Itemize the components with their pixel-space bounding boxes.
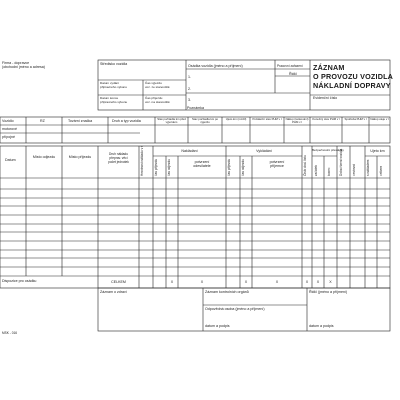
x-mark-3: X: [244, 280, 248, 284]
druh-nakladu-header-3: počet jednotek: [108, 160, 129, 164]
druh-nakladu-header-2: přeprav. věcí: [109, 156, 128, 160]
vehicle-km-col-0: Stav počítadla km před výjezdem: [157, 117, 186, 125]
evidence-number-label: Evidenční číslo: [313, 96, 338, 100]
celkem-label: CELKEM: [111, 280, 126, 284]
osadka-3: 3.: [188, 98, 191, 102]
ujeto-km-header: Ujeto km: [370, 149, 385, 153]
potvrzeni-prijemce: potvrzení: [269, 160, 285, 164]
form-code: MSK - 016: [2, 331, 18, 335]
misto-prijezdu-header: Místo příjezdu: [68, 155, 92, 159]
datum-podpis-label-2: datum a podpis: [309, 324, 334, 328]
x-mark-7: X: [329, 280, 332, 284]
pracovni-zarazeni-label: Pracovní zařazení: [277, 64, 303, 68]
druh-nakladu-header: Druh nákladu: [109, 152, 128, 156]
osadka-2: 2.: [188, 87, 191, 91]
kontrolni-organ-label: Záznam kontrolních orgánů: [205, 290, 249, 294]
bezpecnostni-header: Bezpečnostní přestávky: [312, 148, 344, 152]
vehicle-km-col-2: Ujeto km (rozdíl): [225, 117, 247, 121]
datum-konce-label-2: přípravného výkonu: [100, 100, 128, 104]
vehicle-km-col-3: Počáteční stav PHM v l: [252, 117, 282, 121]
dispozice-label: Dispozice pro osádku: [2, 279, 37, 283]
potvrzeni-prijemce-2: příjemce: [270, 164, 284, 168]
cislo-listu-header: Číslo dod. listu: [303, 155, 307, 176]
cas-prijezdu-label: Čas příjezdu: [145, 96, 163, 100]
tovarni-znacka-label: Tovární značka: [68, 119, 93, 123]
x-mark-4: X: [275, 280, 279, 284]
x-mark-2: X: [200, 280, 204, 284]
datum-vydani-label-2: připravného výkonu: [100, 85, 128, 89]
vehicle-km-col-7: Nákup oleje v l: [370, 117, 389, 121]
datum-vydani-label: Datum vydání: [100, 81, 120, 85]
ridic-label: Řidič: [289, 72, 297, 76]
vehicle-km-col-5: Konečný stav PHM v l: [312, 117, 340, 121]
nakladani-header: Nakládání: [181, 149, 198, 153]
cas-vyjezdu-label: Čas výjezdu: [145, 81, 162, 85]
cas-prijezdu-label-2: voz. na stanoviště: [145, 100, 170, 104]
firm-label-note: (obchodní jméno a adresa): [2, 65, 45, 69]
datum-konce-label: Datum konce: [100, 96, 119, 100]
druh-typ-label: Druh a typ vozidla: [112, 119, 141, 123]
hmotnost-header: Hmotnost nákladu v t: [140, 146, 144, 176]
doba-rizeni-header: Doba řízení vozidla: [339, 148, 343, 176]
title-line-3: NÁKLADNÍ DOPRAVY: [313, 81, 391, 90]
motorove-label: motorové: [2, 127, 17, 131]
cas-vyjezdu-label-2: voz. ze stanoviště: [145, 85, 170, 89]
vozidlo-label: Vozidlo: [2, 119, 14, 123]
ridic-jmeno-label: Řidič (jméno a příjmení): [309, 290, 348, 294]
nakl-cas-prijezdu: čas příjezdu: [154, 158, 158, 176]
doba-cestovni-header: cestovní: [352, 164, 356, 176]
vykl-cas-prijezdu: čas příjezdu: [227, 158, 231, 176]
misto-odjezdu-header: Místo odjezdu: [32, 155, 56, 159]
poznamka-label: Poznámka: [187, 106, 204, 110]
prestavka-zacatek: začátek: [314, 165, 318, 176]
vehicle-km-col-6: Spotřeba PHM v l: [344, 117, 367, 121]
odpovedna-osoba-label: Odpovědná osoba (jméno a příjmení): [205, 307, 265, 311]
x-mark-6: X: [316, 280, 320, 284]
firm-label: Firma - dopravce: [2, 61, 30, 65]
rz-label: RZ: [40, 119, 45, 123]
zaznam-zdravi-label: Záznam o zdraví: [100, 290, 127, 294]
datum-header: Datum: [5, 158, 16, 162]
datum-podpis-label: datum a podpis: [205, 324, 230, 328]
ujeto-s-nakladem: s nákladem: [366, 159, 370, 176]
vykladani-header: Vykládání: [256, 149, 272, 153]
stredisko-label: Středisko vozidla: [100, 62, 128, 66]
nakl-cas-odjezdu: čas odjezdu: [167, 158, 171, 176]
prestavka-konec: konec: [327, 167, 331, 176]
potvrzeni-odesilatele: potvrzení: [194, 160, 210, 164]
ujeto-celkem: celkem: [379, 165, 383, 176]
title-line-2: O PROVOZU VOZIDLA: [313, 72, 394, 81]
potvrzeni-odesilatele-2: odesílatele: [193, 164, 211, 168]
vykl-cas-odjezdu: čas odjezdu: [241, 158, 245, 176]
vehicle-km-col-1: Stav počítadla km po výjezdu: [191, 117, 219, 125]
osadka-label: Osádka vozidla (jméno a příjmení): [188, 64, 243, 68]
x-mark-1: X: [170, 280, 174, 284]
privesne-label: přípojné: [2, 135, 15, 139]
title-line-1: ZÁZNAM: [313, 63, 345, 72]
osadka-1: 1.: [188, 75, 191, 79]
x-mark-5: X: [305, 280, 309, 284]
vehicle-km-col-4: Nákup (tankování) PHM v l: [285, 117, 309, 125]
